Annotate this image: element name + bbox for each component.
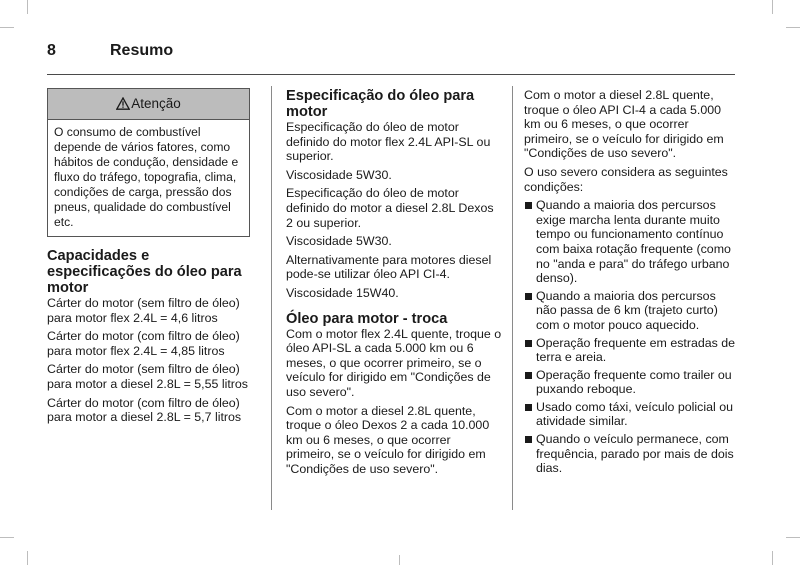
- paragraph: Viscosidade 5W30.: [286, 167, 392, 182]
- paragraph: Cárter do motor (com filtro de óleo) para motor flex 2.4L = 4,85 litros: [47, 329, 240, 358]
- crop-mark: [786, 537, 800, 538]
- paragraph: Cárter do motor (sem filtro de óleo) para motor flex 2.4L = 4,6 litros: [47, 296, 240, 325]
- section-heading-oil-spec: Especificação do óleo para motor: [286, 88, 475, 120]
- crop-mark: [27, 551, 28, 565]
- page-header: [47, 40, 735, 75]
- bullet-square-icon: [525, 372, 532, 379]
- paragraph: Especificação do óleo de motor definido do motor flex 2.4L API-SL ou superior.: [286, 120, 491, 164]
- list-item: [524, 432, 736, 476]
- section-heading-oil-change: Óleo para motor - troca: [286, 310, 448, 327]
- warning-text: O consumo de combustível depende de vários fatores, como hábitos de condução, densidade e fluxo do tráfego, topografia, clima, condições de carga, pressão dos pneus, qualidade do combustível etc.: [54, 125, 239, 229]
- bullet-square-icon: [525, 436, 532, 443]
- crop-mark: [786, 27, 800, 28]
- list-item: [524, 368, 736, 397]
- column-2: [286, 88, 502, 480]
- chapter-title: Resumo: [110, 42, 174, 59]
- severe-conditions-list: [524, 198, 736, 476]
- paragraph: Cárter do motor (sem filtro de óleo) para motor a diesel 2.8L = 5,55 litros: [47, 362, 249, 391]
- crop-mark: [0, 27, 14, 28]
- list-item-text: Quando a maioria dos percursos exige marcha lenta durante muito tempo ou funcionamento contínuo com baixa rotação frequente (como no "anda e para" do tráfego urbano denso).: [536, 198, 731, 286]
- paragraph: O uso severo considera as seguintes condições:: [524, 164, 728, 194]
- list-item-text: Operação frequente em estradas de terra e areia.: [536, 335, 736, 365]
- bullet-square-icon: [525, 202, 532, 209]
- bullet-square-icon: [525, 293, 532, 300]
- page-number: 8: [47, 42, 56, 59]
- crop-mark: [399, 555, 400, 565]
- crop-mark: [27, 0, 28, 14]
- bullet-square-icon: [525, 340, 532, 347]
- crop-mark: [0, 537, 14, 538]
- list-item: [524, 198, 736, 286]
- warning-triangle-icon: [116, 97, 130, 110]
- warning-box: [47, 88, 250, 237]
- paragraph: Viscosidade 5W30.: [286, 234, 392, 249]
- paragraph: Cárter do motor (com filtro de óleo) para motor a diesel 2.8L = 5,7 litros: [47, 395, 242, 425]
- paragraph: Viscosidade 15W40.: [286, 285, 399, 300]
- paragraph: Alternativamente para motores diesel pode-se utilizar óleo API CI-4.: [286, 252, 492, 282]
- list-item-text: Quando a maioria dos percursos não passa de 6 km (trajeto curto) com o motor pouco aquecido.: [536, 288, 718, 332]
- paragraph: Com o motor a diesel 2.8L quente, troque o óleo API CI-4 a cada 5.000 km ou 6 meses, o que ocorrer primeiro, se o veículo for dirigido em "Condições de uso severo".: [524, 88, 724, 161]
- column-1: [47, 88, 250, 429]
- list-item: [524, 336, 736, 365]
- paragraph: Com o motor flex 2.4L quente, troque o óleo API-SL a cada 5.000 km ou 6 meses, o que ocorrer primeiro, se o veículo for dirigido em "Condições de uso severo".: [286, 326, 502, 399]
- warning-title: Atenção: [131, 96, 181, 111]
- list-item-text: Operação frequente como trailer ou puxando reboque.: [536, 367, 732, 397]
- warning-header: [48, 89, 249, 120]
- list-item: [524, 289, 736, 333]
- paragraph: Especificação do óleo de motor definido do motor a diesel 2.8L Dexos 2 ou superior.: [286, 186, 494, 230]
- section-heading-capacities: Capacidades e especificações do óleo para motor: [47, 248, 242, 296]
- column-3: [524, 88, 736, 479]
- column-divider: [512, 86, 513, 510]
- list-item-text: Usado como táxi, veículo policial ou atividade similar.: [536, 399, 733, 429]
- list-item: [524, 400, 736, 429]
- bullet-square-icon: [525, 404, 532, 411]
- list-item-text: Quando o veículo permanece, com frequência, parado por mais de dois dias.: [536, 432, 734, 476]
- paragraph: Com o motor a diesel 2.8L quente, troque o óleo Dexos 2 a cada 10.000 km ou 6 meses, o que ocorrer primeiro, se o veículo for dirigido em "Condições de uso severo".: [286, 403, 490, 476]
- crop-mark: [772, 0, 773, 14]
- crop-mark: [772, 551, 773, 565]
- column-divider: [271, 86, 272, 510]
